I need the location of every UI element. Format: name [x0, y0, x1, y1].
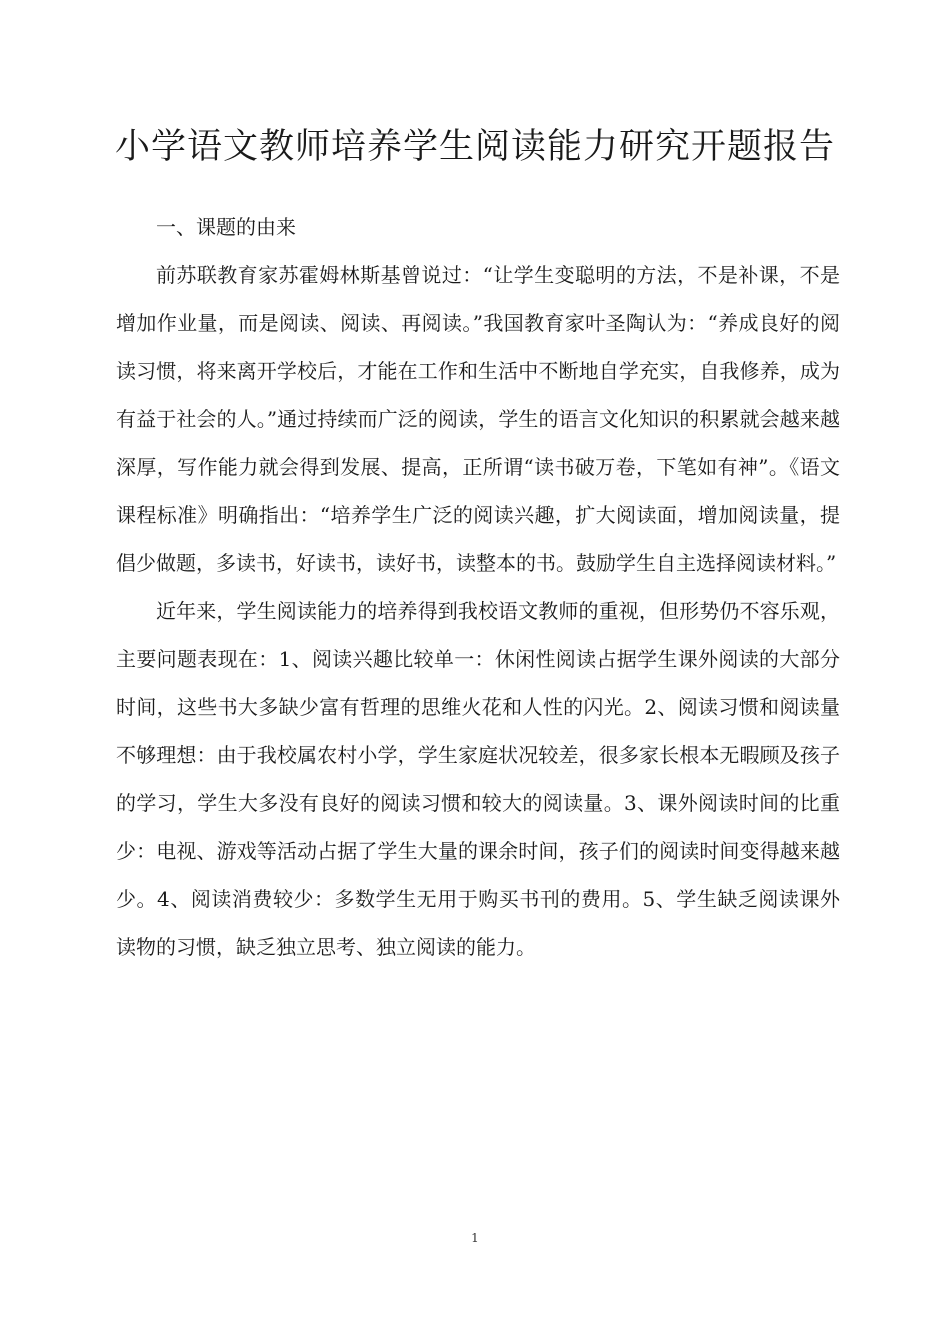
- paragraph-current-problems: 近年来，学生阅读能力的培养得到我校语文教师的重视，但形势仍不容乐观，主要问题表现在：1、阅读兴趣比较单一：休闲性阅读占据学生课外阅读的大部分时间，这些书大多缺少富有哲理的思维火花和人性的闪光。2、阅读习惯和阅读量不够理想：由于我校属农村小学，学生家庭状况较差，很多家长根本无暇顾及孩子的学习，学生大多没有良好的阅读习惯和较大的阅读量。3、课外阅读时间的比重少：电视、游戏等活动占据了学生大量的课余时间，孩子们的阅读时间变得越来越少。4、阅读消费较少：多数学生无用于购买书刊的费用。5、学生缺乏阅读课外读物的习惯，缺乏独立思考、独立阅读的能力。: [116, 599, 840, 959]
- section-heading: 一、课题的由来: [156, 215, 296, 239]
- page-number: 1: [471, 1231, 479, 1245]
- paragraph-origin-quotes: 前苏联教育家苏霍姆林斯基曾说过：“让学生变聪明的方法，不是补课，不是增加作业量，而是阅读、阅读、再阅读。”我国教育家叶圣陶认为：“养成良好的阅读习惯，将来离开学校后，才能在工作和生活中不断地自学充实，自我修养，成为有益于社会的人。”通过持续而广泛的阅读，学生的语言文化知识的积累就会越来越深厚，写作能力就会得到发展、提高，正所谓“读书破万卷，下笔如有神”。《语文课程标准》明确指出：“培养学生广泛的阅读兴趣，扩大阅读面，增加阅读量，提倡少做题，多读书，好读书，读好书，读整本的书。鼓励学生自主选择阅读材料。”: [116, 263, 840, 575]
- document-body: [116, 203, 840, 971]
- document-title: 小学语文教师培养学生阅读能力研究开题报告: [114, 127, 835, 167]
